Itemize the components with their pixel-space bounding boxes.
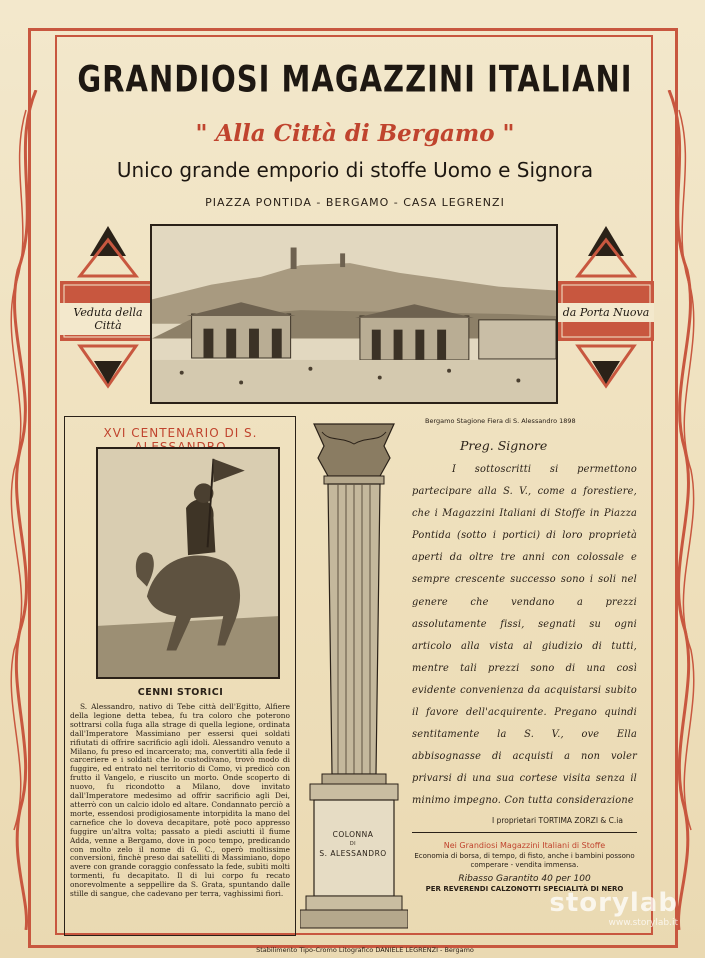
letter-salutation: Preg. Signore — [460, 438, 548, 453]
watermark-url: www.storylab.it — [608, 918, 678, 928]
poster-title: GRANDIOSI MAGAZZINI ITALIANI — [77, 57, 633, 101]
history-text: S. Alessandro, nativo di Tebe città dell'Egitto, Alfiere della legione detta tebea, fu tra coloro che poterono sottrarsi colla fuga alla strage di quella legione, ordinata dall'Imperatore Massimiano per essersi quei soldati rifiutati di offrire sacrificio agli idoli. Alessandro venuto a Milano, fu preso ed incarcerato; ma, convertiti alla fede il carceriere e i soldati che lo custodivano, trovò modo di fuggire, ed entrato nel territorio di Como, vi predicò con frutto il Vangelo, e riuscito un morto. Onde scoperto di nuovo, fu ricondotto a Milano, dove invitato dall'Imperatore medesimo ad offrir sacrificio agli Dei, atterrò con un calcio idolo ed altare. Condannato perciò a morte, essendosi prodigiosamente intorpidita la mano del carnefice che lo doveva decapitare, potè poco appresso fuggire un'altra volta; passato a piedi asciutti il fiume Adda, venne a Bergamo, dove in poco tempo, predicando con molto zelo il nome di G. C., operò moltissime conversioni, finchè preso dai satelliti di Massimiano, dopo avere con grande coraggio confessato la fede, subìti molti tormenti, fu decapitato. Il di lui corpo fu recato onorevolmente a seppellire da S. Grata, spuntando dalle stille di sangue, che cadevano per terra, vaghissimi fiori. — [70, 702, 290, 899]
engraving-caption: Bergamo Stagione Fiera di S. Alessandro 1898 — [425, 417, 576, 425]
watermark-logo: storylab — [549, 888, 678, 918]
right-plaque-label: da Porta Nuova — [558, 303, 654, 322]
column-label — [312, 829, 394, 860]
discount-notice — [412, 832, 637, 893]
poster-subtitle: " Alla Città di Bergamo " — [195, 120, 515, 147]
right-scroll-ornament — [659, 90, 699, 930]
notice-line2: Economia di borsa, di tempo, di fisto, anche i bambini possono comperare - vendita immensa. — [414, 852, 635, 869]
poster-tagline: Unico grande emporio di stoffe Uomo e Signora — [116, 158, 594, 182]
column-label-small: DI — [349, 841, 357, 847]
letter-block — [412, 438, 637, 813]
history-heading: CENNI STORICI — [137, 687, 224, 698]
saint-alessandro-engraving — [96, 447, 280, 679]
left-plaque-label: Veduta della Città — [60, 303, 156, 335]
notice-line3: Ribasso Garantito 40 per 100 — [458, 874, 591, 884]
letter-signature: I proprietari TORTIMA ZORZI & C.ia — [492, 816, 623, 825]
column-label-line1: COLONNA — [332, 830, 374, 839]
centenary-heading: XVI CENTENARIO DI S. — [103, 426, 258, 440]
printer-credit: Stabilimento Tipo-Cromo Litografico DANIELE LEGRENZI - Bergamo — [256, 946, 474, 954]
left-scroll-ornament — [6, 90, 46, 930]
left-plaque — [60, 226, 156, 396]
letter-body: I sottoscritti si permettono partecipare alla S. V., come a forestiere, che i Magazzini Italiani di Stoffe in Piazza Pontida (sotto i portici) di loro proprietà aperti da oltre tre anni con colossale e sempre crescente successo sono i soli nel genere che vendano a prezzi assolutamente fissi, segnati su ogni articolo alla vista al giudizio di tutti, mentre tali prezzi sono di una così evidente convenienza da acquistarsi subito il favore dell'acquirente. Pregano quindi sentitamente la S. V., ove Ella abbisognasse di acquisti a non voler privarsi di una sua cortese visita senza il minimo impegno. Con tutta considerazione — [412, 464, 637, 807]
city-view-engraving — [150, 224, 558, 404]
storylab-watermark — [528, 888, 678, 928]
notice-line1: Nei Grandiosi Magazzini Italiani di Stoffe — [443, 841, 606, 850]
notice-line4: PER REVERENDI CALZONOTTI SPECIALITÀ DI NERO — [425, 885, 624, 893]
poster-address: PIAZZA PONTIDA - BERGAMO - CASA LEGRENZI — [205, 196, 505, 209]
column-label-line2: S. ALESSANDRO — [319, 849, 387, 858]
right-plaque — [558, 226, 654, 396]
